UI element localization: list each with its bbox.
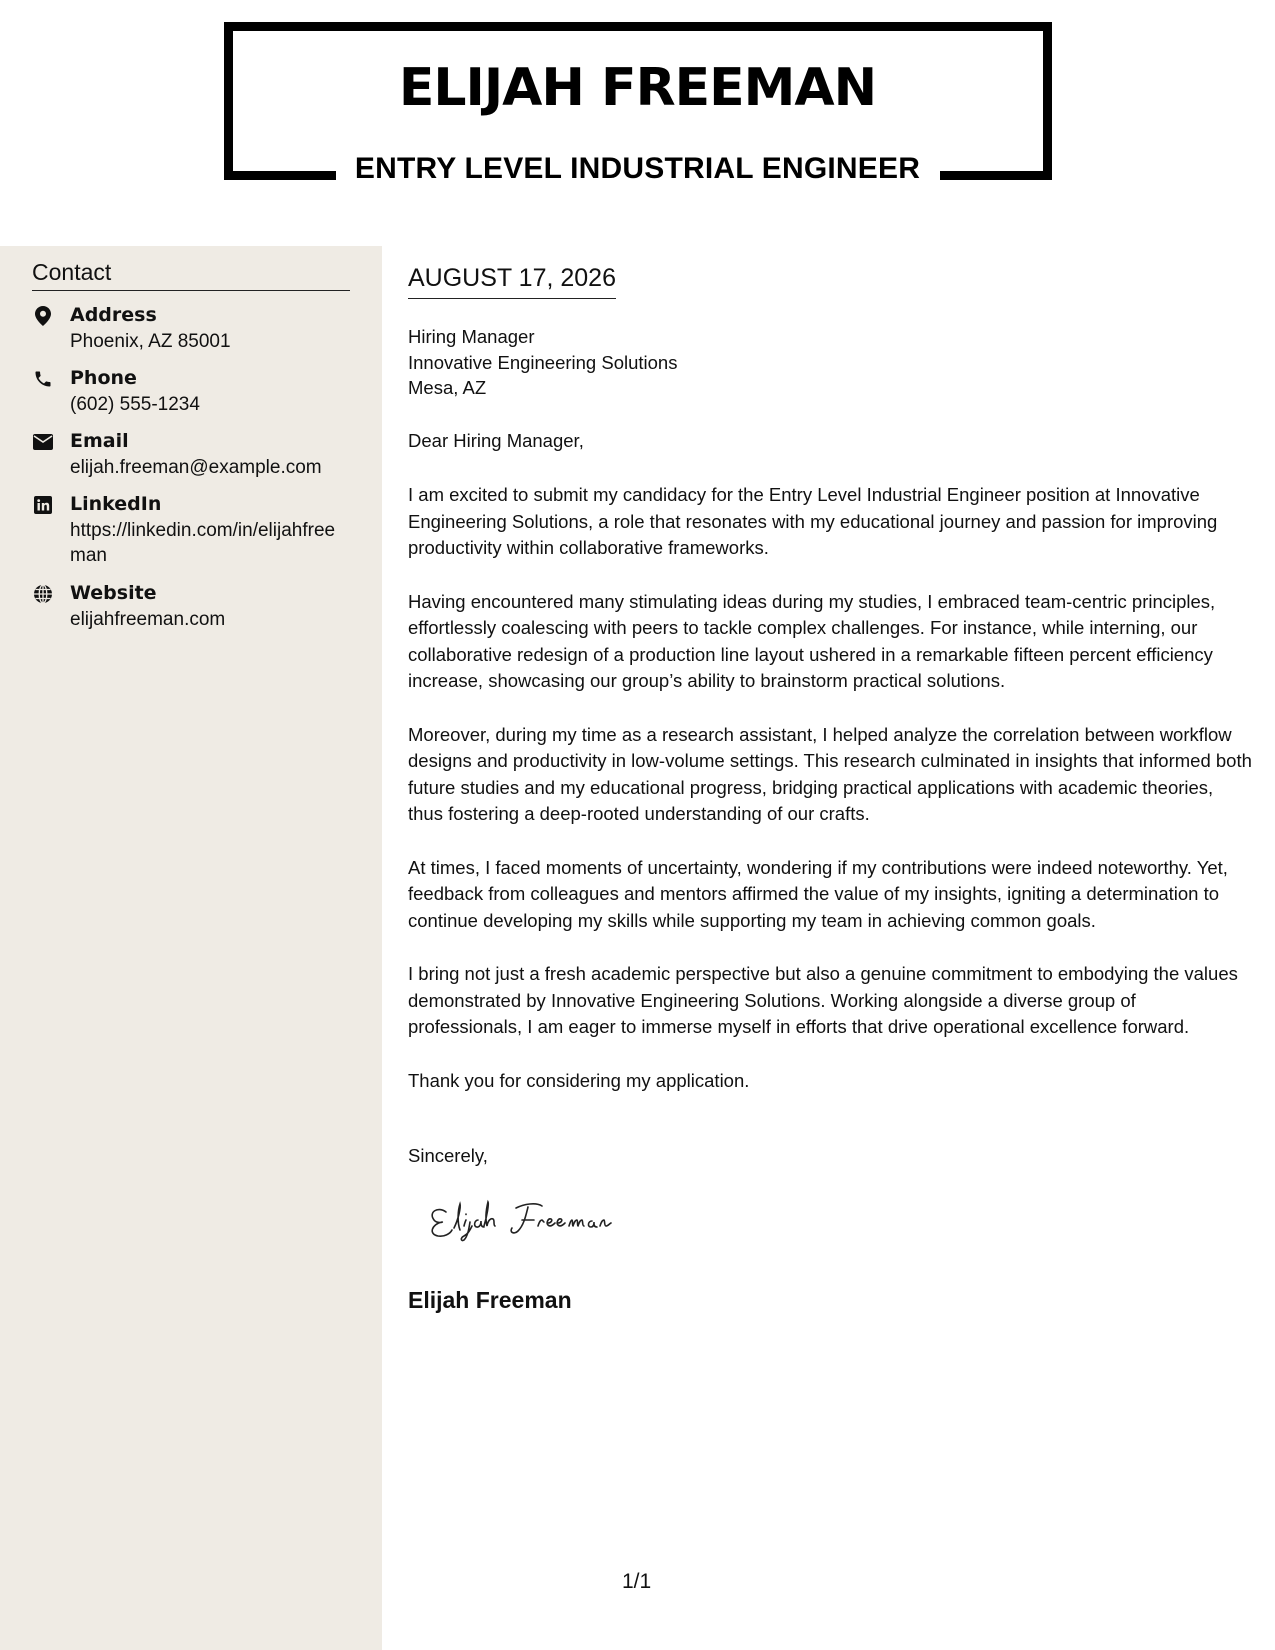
phone-value: (602) 555-1234 bbox=[70, 394, 200, 415]
resume-header bbox=[0, 0, 1275, 245]
recipient-company: Innovative Engineering Solutions bbox=[408, 351, 678, 373]
recipient-title: Hiring Manager bbox=[408, 326, 535, 347]
email-value[interactable]: elijah.freeman@example.com bbox=[70, 457, 322, 478]
paragraph: Thank you for considering my application. bbox=[408, 1069, 750, 1091]
paragraph: I am excited to submit my candidacy for the Entry Level Industrial Engineer position at Innovative Engineering Solutions, a role that resonates with my educational journey and passion for improving productivity within collaborative frameworks. bbox=[408, 484, 1218, 558]
map-pin-icon bbox=[32, 305, 54, 327]
website-label: Website bbox=[70, 582, 157, 604]
envelope-icon bbox=[32, 431, 54, 453]
linkedin-value[interactable]: https://linkedin.com/in/elijahfreeman bbox=[70, 520, 336, 566]
closing: Sincerely, bbox=[408, 1145, 488, 1166]
phone-label: Phone bbox=[70, 367, 137, 389]
email-label: Email bbox=[70, 430, 129, 452]
signer-name: Elijah Freeman bbox=[408, 1287, 572, 1313]
website-value[interactable]: elijahfreeman.com bbox=[70, 609, 226, 630]
linkedin-icon bbox=[32, 494, 54, 516]
recipient-block bbox=[408, 324, 677, 401]
contact-sidebar bbox=[0, 246, 382, 1650]
job-title: ENTRY LEVEL INDUSTRIAL ENGINEER bbox=[354, 152, 921, 185]
salutation: Dear Hiring Manager, bbox=[408, 430, 584, 451]
recipient-location: Mesa, AZ bbox=[408, 377, 487, 398]
paragraph: I bring not just a fresh academic perspective but also a genuine commitment to embodying the values demonstrated by Innovative Engineering Solutions. Working alongside a diverse group of professionals, I am eager to immerse myself in efforts that drive operational excellence forward. bbox=[408, 963, 1238, 1037]
paragraph: At times, I faced moments of uncertainty, wondering if my contributions were indeed noteworthy. Yet, feedback from colleagues and mentors affirmed the value of my insights, igniting a determination to continue developing my skills while supporting my team in achieving common goals. bbox=[408, 856, 1228, 931]
address-label: Address bbox=[70, 304, 157, 326]
paragraph: Having encountered many stimulating ideas during my studies, I embraced team-centric principles, effortlessly coalescing with peers to tackle complex challenges. For instance, while interning, our collaborative redesign of a production line layout ushered in a remarkable fifteen percent efficiency increase, showcasing our group’s ability to brainstorm practical solutions. bbox=[408, 590, 1216, 691]
applicant-name: ELIJAH FREEMAN bbox=[398, 58, 877, 118]
paragraph: Moreover, during my time as a research assistant, I helped analyze the correlation between workflow designs and productivity in low-volume settings. This research culminated in insights that informed both future studies and my educational progress, bridging practical applications with academic theories, thus fostering a deep-rooted understanding of our crafts. bbox=[408, 723, 1252, 824]
linkedin-label: LinkedIn bbox=[70, 493, 162, 515]
contact-heading: Contact bbox=[32, 259, 350, 291]
handwritten-signature bbox=[424, 1190, 664, 1250]
address-value: Phoenix, AZ 85001 bbox=[70, 331, 231, 352]
globe-icon bbox=[32, 583, 54, 605]
letter-date: AUGUST 17, 2026 bbox=[408, 264, 616, 299]
phone-icon bbox=[32, 368, 54, 390]
page-number: 1/1 bbox=[622, 1570, 652, 1593]
letter-paragraphs bbox=[408, 482, 1253, 1121]
